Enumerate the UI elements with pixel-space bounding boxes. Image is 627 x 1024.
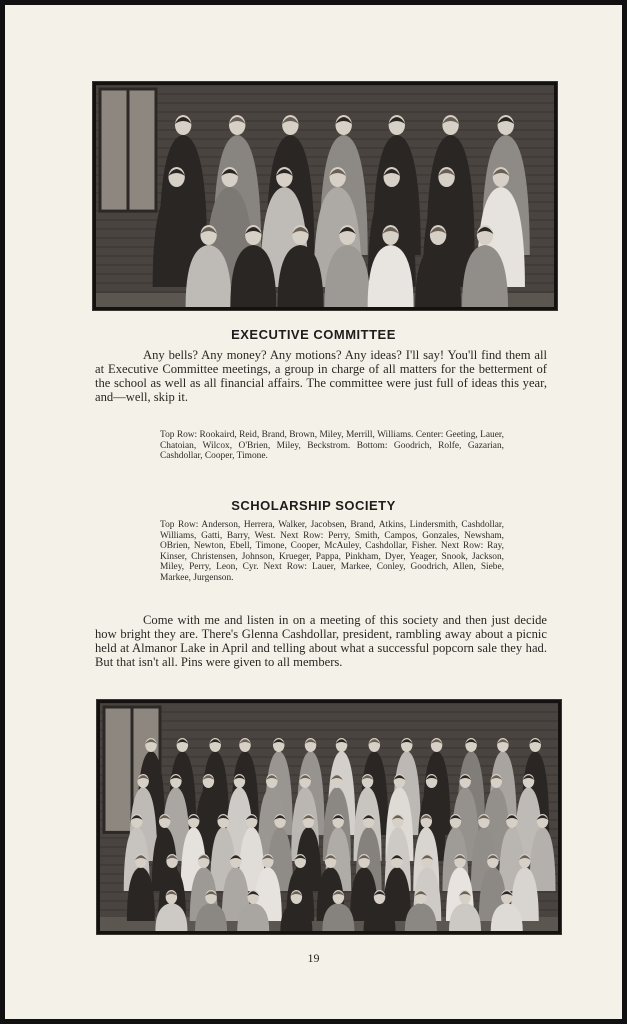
executive-committee-title: EXECUTIVE COMMITTEE xyxy=(231,327,396,342)
page-number: 19 xyxy=(307,951,320,965)
group-photo-image xyxy=(100,703,558,931)
scholarship-society-photo xyxy=(97,700,561,934)
scholarship-society-title: SCHOLARSHIP SOCIETY xyxy=(231,498,396,513)
executive-committee-body: Any bells? Any money? Any motions? Any ideas? I'll say! You'll find them all at Executive Committee meetings, a group in charge of all matters for the betterment of the school as well as all financial affairs. The committee were just full of ideas this year, and—well, skip it. xyxy=(95,348,547,404)
executive-committee-names: Top Row: Rookaird, Reid, Brand, Brown, Miley, Merrill, Williams. Center: Geeting, Lauer, Chatoian, Wilcox, O'Brien, Miley, Beckstrom. Bottom: Goodrich, Rolfe, Gazarian, Cashdollar, Cooper, Timone. xyxy=(160,430,504,461)
executive-committee-photo xyxy=(93,82,557,310)
yearbook-page xyxy=(5,5,622,1019)
scholarship-society-names: Top Row: Anderson, Herrera, Walker, Jacobsen, Brand, Atkins, Lindersmith, Cashdollar, Williams, Gatti, Barry, West. Next Row: Perry, Smith, Campos, Gonzales, Newsham, OBrien, Newton, Ebell, Timone, Cooper, McAuley, Cashdollar, Fisher. Next Row: Ray, Kinser, Christensen, Johnson, Krueger, Pappa, Pinkham, Dyer, Yeager, Snook, Jackson, Miley, Perry, Leon, Cyr. Next Row: Lauer, Markee, Conley, Goodrich, Allen, Siebe, Markee, Jurgenson. xyxy=(160,520,504,583)
group-photo-image xyxy=(96,85,554,307)
scholarship-society-body: Come with me and listen in on a meeting of this society and then just decide how bright they are. There's Glenna Cashdollar, president, rambling away about a picnic held at Almanor Lake in April and telling about what a successful popcorn sale they had. But that isn't all. Pins were given to all members. xyxy=(95,613,547,669)
